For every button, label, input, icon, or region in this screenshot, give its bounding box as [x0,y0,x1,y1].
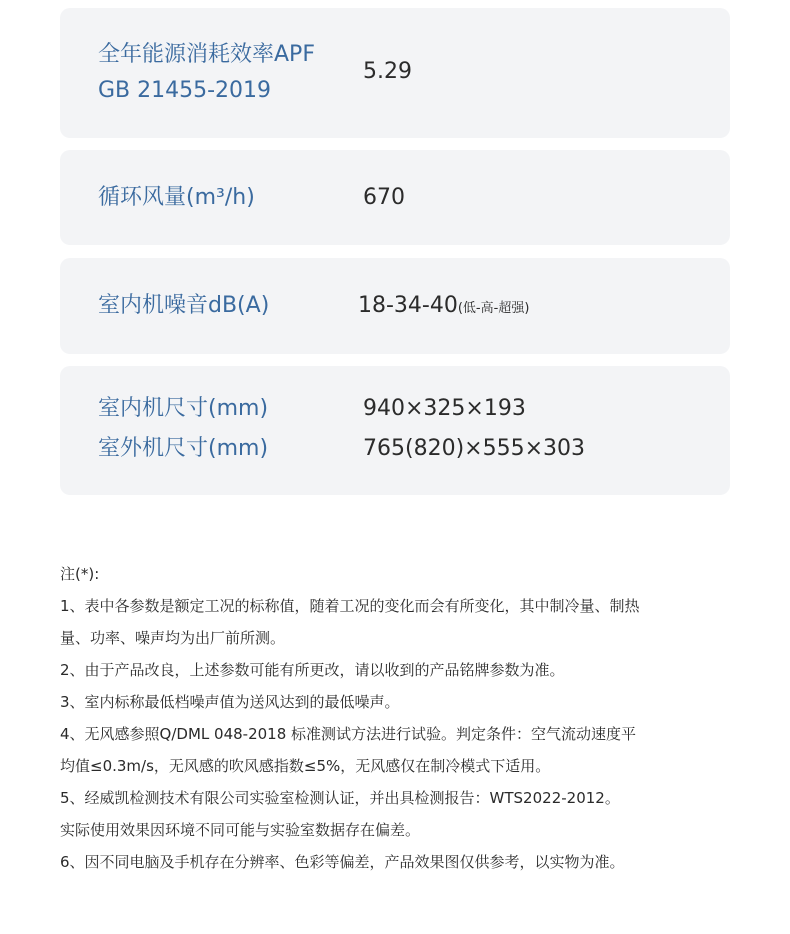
note-line: 量、功率、噪声均为出厂前所测。 [60,629,286,647]
spec-value-airflow: 670 [363,185,405,210]
spec-value-apf: 5.29 [363,59,412,84]
spec-label-outdoor-size: 室外机尺寸(mm) [98,436,269,461]
spec-value-noise [358,288,529,327]
note-line: 实际使用效果因环境不同可能与实验室数据存在偏差。 [60,821,421,839]
spec-value-indoor-size: 940×325×193 [363,396,526,421]
spec-label-indoor-size: 室内机尺寸(mm) [98,396,269,421]
note-line: 4、无风感参照Q/DML 048-2018 标准测试方法进行试验。判定条件：空气流动速度平 [60,725,637,743]
spec-card-noise [60,258,730,354]
spec-value-outdoor-size: 765(820)×555×303 [363,436,585,461]
note-line: 2、由于产品改良，上述参数可能有所更改，请以收到的产品铭牌参数为准。 [60,661,565,679]
spec-card-dimensions [60,366,730,495]
noise-level-note: (低-高-超强) [457,301,530,316]
spec-label-apf [98,37,315,109]
notes-section [60,558,750,878]
note-line: 均值≤0.3m/s，无风感的吹风感指数≤5%，无风感仅在制冷模式下适用。 [60,757,551,775]
note-line: 1、表中各参数是额定工况的标称值，随着工况的变化而会有所变化，其中制冷量、制热 [60,597,640,615]
note-line: 3、室内标称最低档噪声值为送风达到的最低噪声。 [60,693,400,711]
spec-label-apf-line1: 全年能源消耗效率APF [98,42,315,67]
note-line: 5、经威凯检测技术有限公司实验室检测认证，并出具检测报告：WTS2022-2012。 [60,789,620,807]
notes-title: 注(*): [60,565,100,583]
spec-label-noise: 室内机噪音dB(A) [98,293,270,318]
noise-value: 18-34-40 [358,293,458,318]
spec-label-airflow: 循环风量(m³/h) [98,185,255,210]
spec-card-airflow [60,150,730,245]
note-line: 6、因不同电脑及手机存在分辨率、色彩等偏差，产品效果图仅供参考，以实物为准。 [60,853,625,871]
spec-label-apf-line2: GB 21455-2019 [98,78,272,103]
spec-card-apf [60,8,730,138]
